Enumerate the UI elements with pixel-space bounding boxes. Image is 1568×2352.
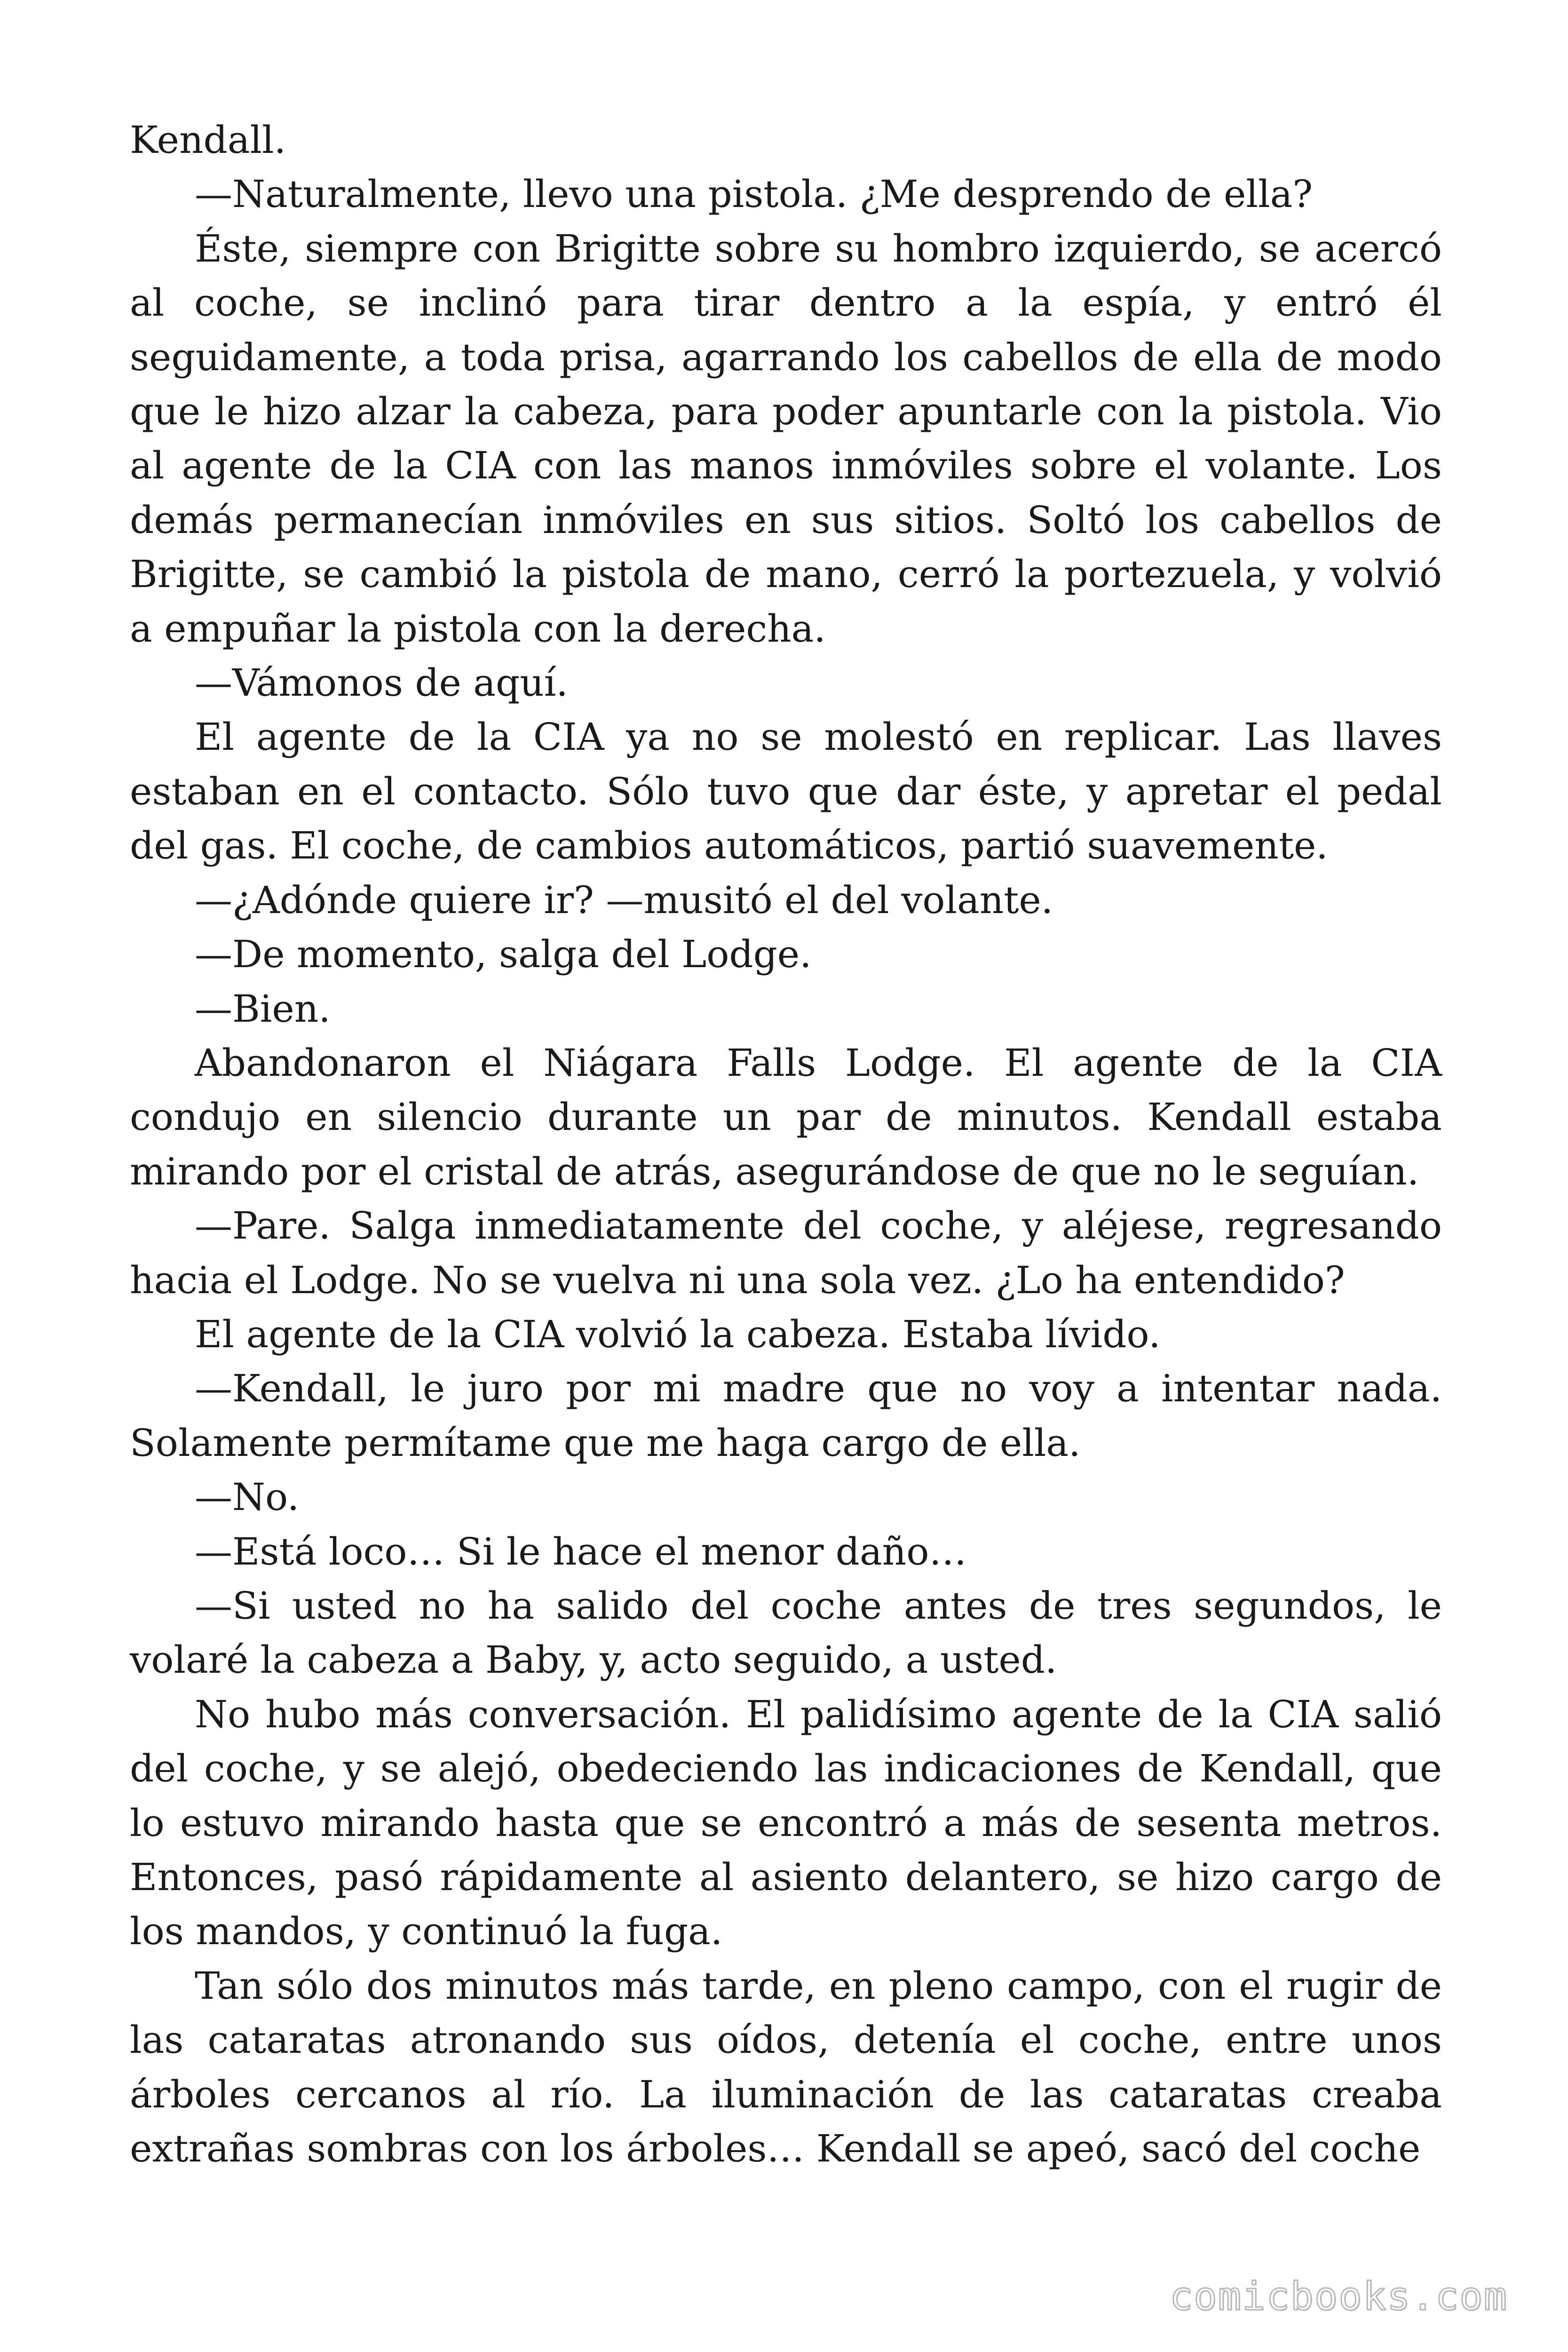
- paragraph: —No.: [195, 1475, 300, 1519]
- paragraph: —Kendall, le juro por mi madre que no voy a intentar nada. Solamente permítame que me haga cargo de ella.: [130, 1367, 1442, 1465]
- page-body: [130, 113, 1442, 2176]
- paragraph: —¿Adónde quiere ir? —musitó el del volante.: [195, 878, 1053, 922]
- paragraph: Kendall.: [130, 118, 286, 162]
- paragraph: El agente de la CIA ya no se molestó en replicar. Las llaves estaban en el contacto. Sólo tuvo que dar éste, y apretar el pedal del gas. El coche, de cambios automáticos, partió suavemente.: [130, 715, 1442, 868]
- paragraph: Abandonaron el Niágara Falls Lodge. El agente de la CIA condujo en silencio durante un par de minutos. Kendall estaba mirando por el cristal de atrás, asegurándose de que no le seguían.: [130, 1041, 1442, 1193]
- paragraph: —De momento, salga del Lodge.: [195, 932, 812, 977]
- paragraph: Tan sólo dos minutos más tarde, en pleno campo, con el rugir de las cataratas atronando sus oídos, detenía el coche, entre unos árboles cercanos al río. La iluminación de las cataratas creaba extrañas sombras con los árboles… Kendall se apeó, sacó del coche: [130, 1963, 1442, 2171]
- paragraph: —Está loco… Si le hace el menor daño…: [195, 1529, 967, 1573]
- paragraph: No hubo más conversación. El palidísimo agente de la CIA salió del coche, y se alejó, obedeciendo las indicaciones de Kendall, que lo estuvo mirando hasta que se encontró a más de sesenta metros. Entonces, pasó rápidamente al asiento delantero, se hizo cargo de los mandos, y continuó la fuga.: [130, 1692, 1442, 1954]
- watermark: comicbooks.com: [1169, 2274, 1508, 2319]
- paragraph: Éste, siempre con Brigitte sobre su hombro izquierdo, se acercó al coche, se inclinó para tirar dentro a la espía, y entró él seguidamente, a toda prisa, agarrando los cabellos de ella de modo que le hizo alzar la cabeza, para poder apuntarle con la pistola. Vio al agente de la CIA con las manos inmóviles sobre el volante. Los demás permanecían inmóviles en sus sitios. Soltó los cabellos de Brigitte, se cambió la pistola de mano, cerró la portezuela, y volvió a empuñar la pistola con la derecha.: [130, 226, 1442, 651]
- paragraph: —Si usted no ha salido del coche antes de tres segundos, le volaré la cabeza a Baby, y, acto seguido, a usted.: [130, 1583, 1442, 1682]
- paragraph: —Naturalmente, llevo una pistola. ¿Me desprendo de ella?: [195, 172, 1313, 216]
- paragraph: El agente de la CIA volvió la cabeza. Estaba lívido.: [195, 1312, 1161, 1356]
- paragraph: —Vámonos de aquí.: [195, 661, 568, 705]
- paragraph: —Bien.: [195, 986, 331, 1031]
- paragraph: —Pare. Salga inmediatamente del coche, y aléjese, regresando hacia el Lodge. No se vuelva ni una sola vez. ¿Lo ha entendido?: [130, 1204, 1442, 1302]
